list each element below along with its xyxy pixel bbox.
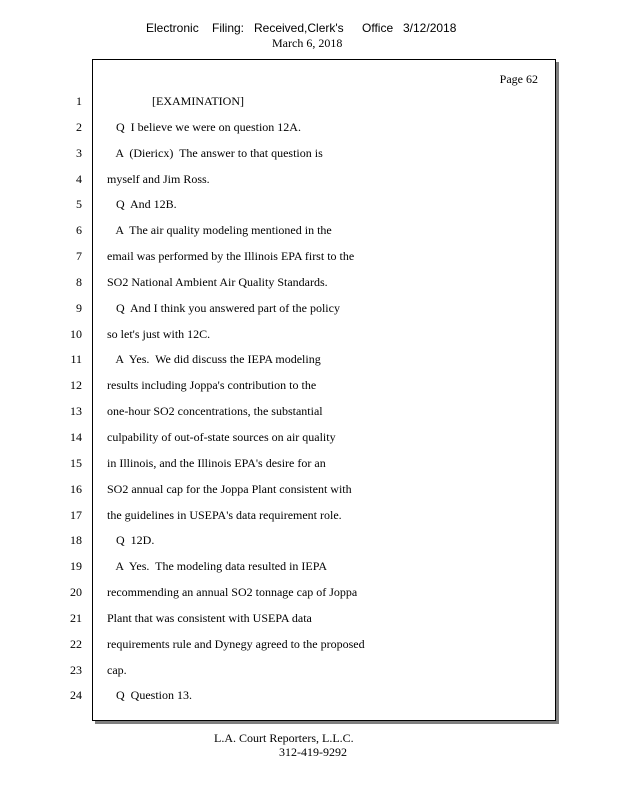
line-number: 7: [76, 249, 82, 264]
transcript-line: requirements rule and Dynegy agreed to the proposed: [107, 636, 365, 651]
transcript-line: Q And 12B.: [107, 197, 177, 212]
transcript-line: A The air quality modeling mentioned in the: [107, 223, 332, 238]
filing-office-text: Office: [362, 21, 394, 35]
reporter-phone: 312-419-9292: [279, 745, 347, 759]
transcript-line: so let's just with 12C.: [107, 326, 211, 341]
transcript-line: cap.: [107, 662, 127, 677]
transcript-line: myself and Jim Ross.: [107, 171, 210, 186]
line-number: 8: [76, 274, 82, 289]
line-number: 19: [70, 559, 82, 574]
transcript-line: recommending an annual SO2 tonnage cap of Joppa: [107, 585, 358, 600]
line-number: 22: [70, 636, 82, 651]
transcript-line: results including Joppa's contribution to the: [107, 378, 317, 393]
line-number: 21: [70, 610, 82, 625]
line-number: 3: [76, 145, 82, 160]
reporter-name: L.A. Court Reporters, L.L.C.: [214, 731, 354, 745]
line-number: 12: [70, 378, 82, 393]
hearing-date: March 6, 2018: [272, 36, 343, 50]
line-number: 4: [76, 171, 82, 186]
transcript-line: Q I believe we were on question 12A.: [107, 119, 301, 134]
transcript-line: Q And I think you answered part of the policy: [107, 300, 340, 315]
line-number-column: [54, 91, 82, 711]
transcript-line: Q 12D.: [107, 533, 155, 548]
transcript-line: A (Diericx) The answer to that question is: [107, 145, 323, 160]
filing-received-text: Received,Clerk's: [254, 21, 344, 35]
line-number: 16: [70, 481, 82, 496]
transcript-line: one-hour SO2 concentrations, the substantial: [107, 404, 323, 419]
line-number: 18: [70, 533, 82, 548]
transcript-body: [107, 91, 537, 711]
transcript-line: Plant that was consistent with USEPA data: [107, 610, 312, 625]
reporter-footer: [0, 731, 618, 767]
line-number: 15: [70, 455, 82, 470]
filing-label-text: Filing:: [212, 21, 245, 35]
filing-electronic-text: Electronic: [146, 21, 199, 35]
line-number: 20: [70, 585, 82, 600]
line-number: 24: [70, 688, 82, 703]
line-number: 11: [70, 352, 82, 367]
line-number: 1: [76, 94, 82, 108]
transcript-line: in Illinois, and the Illinois EPA's desire for an: [107, 455, 326, 470]
line-number: 10: [70, 326, 82, 341]
transcript-line: A Yes. The modeling data resulted in IEPA: [107, 559, 327, 574]
transcript-line: [EXAMINATION]: [107, 94, 244, 108]
line-number: 9: [76, 300, 82, 315]
transcript-line: email was performed by the Illinois EPA first to the: [107, 249, 355, 264]
transcript-line: SO2 National Ambient Air Quality Standards.: [107, 274, 328, 289]
page-number: Page 62: [499, 72, 538, 86]
transcript-line: Q Question 13.: [107, 688, 192, 703]
filing-header: [0, 18, 618, 52]
line-number: 5: [76, 197, 82, 212]
line-number: 23: [70, 662, 82, 677]
line-number: 2: [76, 119, 82, 134]
transcript-page: [92, 59, 556, 721]
line-number: 6: [76, 223, 82, 238]
transcript-line: culpability of out-of-state sources on air quality: [107, 429, 336, 444]
line-number: 13: [70, 404, 82, 419]
transcript-line: the guidelines in USEPA's data requirement role.: [107, 507, 342, 522]
line-number: 17: [70, 507, 82, 522]
transcript-line: SO2 annual cap for the Joppa Plant consistent with: [107, 481, 352, 496]
filing-date-text: 3/12/2018: [403, 21, 457, 35]
line-number: 14: [70, 429, 82, 444]
transcript-line: A Yes. We did discuss the IEPA modeling: [107, 352, 321, 367]
